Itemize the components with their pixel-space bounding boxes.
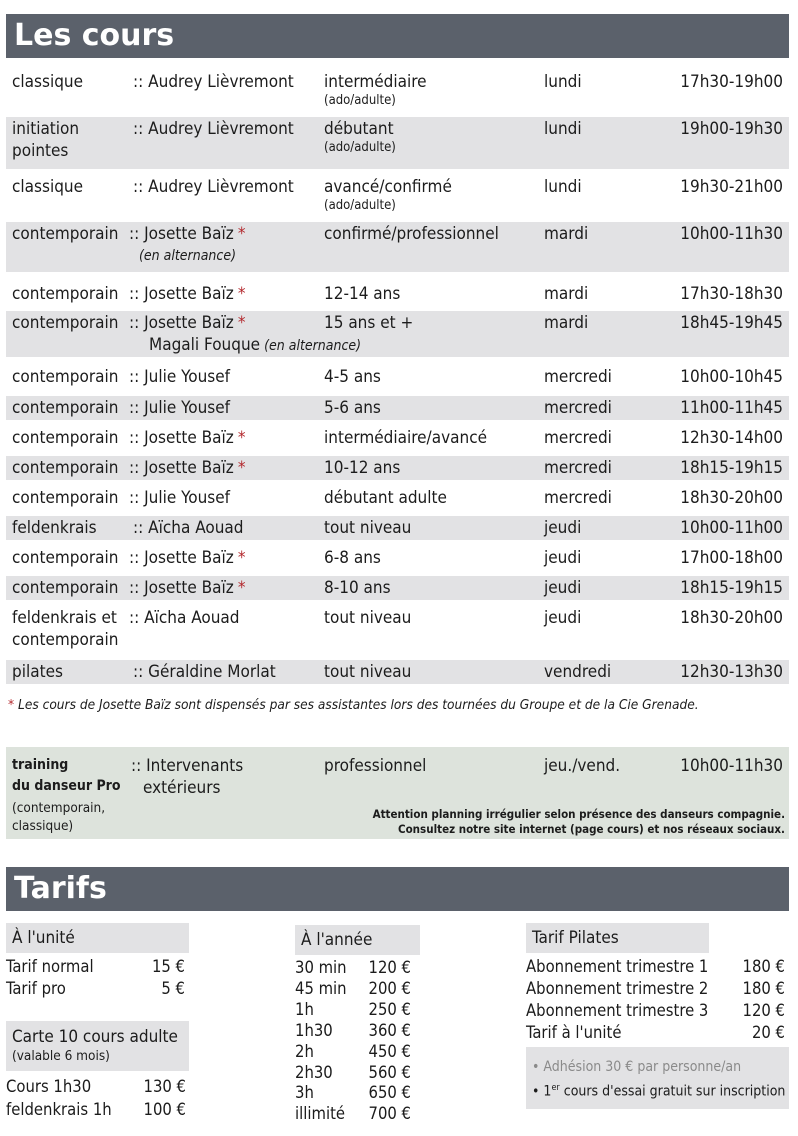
- day: mercredi: [544, 458, 612, 478]
- course-line: contemporain: [12, 367, 119, 387]
- carte-label: Cours 1h30: [6, 1077, 92, 1096]
- day: mercredi: [544, 488, 612, 508]
- teacher-text: :: Josette Baïz: [129, 313, 234, 333]
- course-line: contemporain: [12, 398, 119, 418]
- adhesion-note: • Adhésion 30 € par personne/an: [532, 1059, 742, 1075]
- course-name: [12, 283, 118, 305]
- level-text: tout niveau: [324, 518, 412, 538]
- annee-price: 250 €: [368, 999, 411, 1019]
- training-subtitle: [12, 799, 132, 835]
- level-text: 5-6 ans: [324, 398, 381, 418]
- level: [324, 427, 487, 449]
- teacher-name: [133, 176, 294, 198]
- level: [324, 118, 396, 155]
- teacher-name: [129, 577, 245, 599]
- level-subtext: (ado/adulte): [324, 140, 396, 155]
- pilates-info-box: [526, 1047, 789, 1109]
- annee-label: 30 min: [295, 958, 347, 977]
- unite-price: 15 €: [151, 957, 185, 976]
- course-name: [12, 517, 97, 539]
- tarifs-banner: Tarifs: [6, 867, 789, 911]
- pilates-title: Tarif Pilates: [526, 923, 709, 953]
- level-subtext: (ado/adulte): [324, 93, 396, 108]
- teacher-name: [129, 547, 245, 569]
- level: [324, 517, 411, 539]
- teacher-name: [129, 366, 230, 388]
- training-level: professionnel: [324, 756, 427, 776]
- teacher-name: [133, 517, 244, 539]
- training-sub-line2: classique): [12, 818, 74, 834]
- teacher-text: :: Aïcha Aouad: [129, 608, 240, 628]
- schedule-row: [6, 222, 789, 272]
- level-text: 12-14 ans: [324, 284, 401, 304]
- teacher-line: [129, 577, 245, 599]
- teacher-text: :: Josette Baïz: [129, 458, 234, 478]
- teacher-name: [129, 607, 240, 629]
- time-slot: 10h00-11h00: [680, 518, 783, 538]
- training-teacher-line2: extérieurs: [143, 778, 221, 798]
- training-title-line1: training: [12, 757, 69, 773]
- schedule-row: [6, 546, 789, 570]
- teacher-note: (en alternance): [139, 248, 237, 264]
- assistant-star: *: [237, 428, 246, 448]
- training-warning-line2: Consultez notre site internet (page cours) et nos réseaux sociaux.: [397, 822, 785, 836]
- teacher-name: [133, 71, 294, 93]
- schedule-row: [6, 486, 789, 510]
- teacher-text: :: Josette Baïz: [129, 224, 234, 244]
- schedule-row: [6, 282, 789, 306]
- course-line: contemporain: [12, 488, 119, 508]
- schedule-row: [6, 456, 789, 480]
- day: jeudi: [544, 608, 582, 628]
- course-name: [12, 176, 83, 198]
- pilates-price: 20 €: [751, 1023, 785, 1042]
- day: jeudi: [544, 578, 582, 598]
- course-name: [12, 427, 118, 449]
- annee-title: À l'année: [295, 925, 420, 955]
- level: [324, 312, 413, 334]
- teacher-line: [133, 176, 294, 198]
- teacher-text: :: Josette Baïz: [129, 284, 234, 304]
- carte-title: Carte 10 cours adulte: [12, 1027, 178, 1047]
- course-name: [12, 71, 83, 93]
- teacher-text: :: Audrey Lièvremont: [133, 177, 294, 197]
- day: mercredi: [544, 428, 612, 448]
- teacher-name: [129, 283, 245, 305]
- level: [324, 366, 381, 388]
- training-teacher: [131, 755, 243, 799]
- teacher-line: [133, 71, 294, 93]
- day: mercredi: [544, 367, 612, 387]
- teacher-name: [129, 223, 245, 267]
- day: mercredi: [544, 398, 612, 418]
- pilates-label: Abonnement trimestre 1: [526, 957, 709, 976]
- annee-label: 45 min: [295, 978, 347, 998]
- teacher-text: :: Audrey Lièvremont: [133, 72, 294, 92]
- level: [324, 547, 381, 569]
- pilates-price: 180 €: [742, 957, 785, 976]
- time-slot: 19h00-19h30: [680, 119, 783, 139]
- carte-price: 130 €: [143, 1077, 186, 1096]
- day: mardi: [544, 224, 589, 244]
- unite-label: Tarif normal: [6, 957, 94, 976]
- schedule-row: [6, 396, 789, 420]
- level: [324, 176, 452, 213]
- course-line: contemporain: [12, 284, 119, 304]
- trial-note-sup: er: [551, 1083, 560, 1093]
- course-line: contemporain: [12, 548, 119, 568]
- course-name: [12, 547, 118, 569]
- course-name: [12, 397, 118, 419]
- time-slot: 17h00-18h00: [680, 548, 783, 568]
- level: [324, 577, 391, 599]
- course-name: [12, 457, 118, 479]
- teacher2-text: Magali Fouque: [149, 335, 261, 355]
- teacher-text: :: Audrey Lièvremont: [133, 119, 294, 139]
- annee-label: 1h: [295, 999, 314, 1019]
- time-slot: 17h30-18h30: [680, 284, 783, 304]
- annee-price: 120 €: [368, 958, 411, 977]
- teacher-line: [133, 661, 276, 683]
- course-name: [12, 118, 79, 162]
- day: vendredi: [544, 662, 612, 682]
- schedule-row: [6, 365, 789, 389]
- schedule-row: [6, 311, 789, 357]
- time-slot: 18h15-19h15: [680, 578, 783, 598]
- level: [324, 223, 499, 245]
- time-slot: 19h30-21h00: [680, 177, 783, 197]
- level: [324, 283, 400, 305]
- annee-label: 1h30: [295, 1020, 333, 1040]
- teacher-line: [129, 366, 230, 388]
- assistant-star: *: [237, 284, 246, 304]
- course-line-2: contemporain: [12, 630, 119, 650]
- course-line: contemporain: [12, 458, 119, 478]
- annee-price: 360 €: [368, 1020, 411, 1040]
- pilates-price: 180 €: [742, 979, 785, 998]
- level-text: débutant: [324, 119, 394, 139]
- annee-label: illimité: [295, 1104, 346, 1124]
- time-slot: 17h30-19h00: [680, 72, 783, 92]
- day: lundi: [544, 177, 582, 197]
- trial-note-bullet: • 1: [532, 1083, 552, 1100]
- teacher-line: [129, 547, 245, 569]
- level: [324, 397, 381, 419]
- course-name: [12, 487, 118, 509]
- training-row: [6, 747, 789, 839]
- training-sub-line1: (contemporain,: [12, 800, 106, 816]
- course-name: [12, 607, 118, 651]
- carte-subtitle: (valable 6 mois): [12, 1048, 110, 1064]
- teacher-name: [133, 118, 294, 140]
- teacher-name: [129, 487, 230, 509]
- annee-price: 560 €: [368, 1062, 411, 1082]
- course-line: contemporain: [12, 578, 119, 598]
- day: mardi: [544, 284, 589, 304]
- training-title-line2: du danseur Pro: [12, 778, 121, 794]
- annee-price: 450 €: [368, 1041, 411, 1061]
- courses-banner: Les cours: [6, 14, 789, 58]
- teacher-name: [129, 397, 230, 419]
- course-name: [12, 366, 118, 388]
- day: mardi: [544, 313, 589, 333]
- level: [324, 607, 411, 629]
- schedule-row: [6, 70, 789, 114]
- day: lundi: [544, 119, 582, 139]
- schedule-row: [6, 516, 789, 540]
- annee-price: 200 €: [368, 978, 411, 998]
- course-line: feldenkrais et: [12, 608, 117, 628]
- teacher-text: :: Géraldine Morlat: [133, 662, 276, 682]
- level-text: tout niveau: [324, 662, 412, 682]
- level-text: 6-8 ans: [324, 548, 381, 568]
- annee-label: 2h: [295, 1041, 314, 1061]
- level: [324, 457, 400, 479]
- teacher-line: [129, 397, 230, 419]
- carte-title-box: [6, 1021, 189, 1071]
- course-line: contemporain: [12, 428, 119, 448]
- course-name: [12, 661, 63, 683]
- carte-label: feldenkrais 1h: [6, 1100, 112, 1119]
- teacher-line: [129, 427, 245, 449]
- time-slot: 11h00-11h45: [680, 398, 783, 418]
- trial-note: [532, 1083, 785, 1100]
- teacher-line: [129, 223, 245, 245]
- time-slot: 10h00-11h30: [680, 224, 783, 244]
- course-line: initiation: [12, 119, 80, 139]
- schedule-row: [6, 426, 789, 450]
- footnote: * Les cours de Josette Baïz sont dispensés par ses assistantes lors des tournées du Groupe et de la Cie Grenade.: [8, 697, 699, 713]
- annee-price: 650 €: [368, 1083, 411, 1103]
- level-text: avancé/confirmé: [324, 177, 452, 197]
- time-slot: 12h30-14h00: [680, 428, 783, 448]
- unite-title: À l'unité: [6, 923, 189, 953]
- assistant-star: *: [237, 548, 246, 568]
- teacher-text: :: Aïcha Aouad: [133, 518, 244, 538]
- course-name: [12, 577, 118, 599]
- course-line: pilates: [12, 662, 63, 682]
- assistant-star: *: [237, 313, 246, 333]
- level-text: confirmé/professionnel: [324, 224, 499, 244]
- annee-price: 700 €: [368, 1104, 411, 1124]
- unite-label: Tarif pro: [6, 979, 66, 998]
- teacher-line: [129, 607, 240, 629]
- level-subtext: (ado/adulte): [324, 198, 396, 213]
- schedule-row: [6, 576, 789, 600]
- teacher-line-2: [129, 334, 361, 357]
- teacher-text: :: Julie Yousef: [129, 398, 231, 418]
- level-text: 15 ans et +: [324, 313, 414, 333]
- annee-label: 2h30: [295, 1062, 333, 1082]
- pilates-label: Abonnement trimestre 3: [526, 1001, 709, 1020]
- teacher-line: [129, 457, 245, 479]
- training-warning-line1: Attention planning irrégulier selon présence des danseurs compagnie.: [372, 807, 785, 821]
- course-name: [12, 312, 118, 334]
- carte-price: 100 €: [143, 1100, 186, 1119]
- teacher-text: :: Josette Baïz: [129, 428, 234, 448]
- time-slot: 18h45-19h45: [680, 313, 783, 333]
- pilates-price: 120 €: [742, 1001, 785, 1020]
- day: lundi: [544, 72, 582, 92]
- teacher-line: [133, 517, 244, 539]
- schedule-row: [6, 117, 789, 169]
- assistant-star: *: [237, 458, 246, 478]
- teacher-name: [129, 427, 245, 449]
- level: [324, 71, 427, 108]
- course-name: [12, 223, 118, 245]
- training-day: jeu./vend.: [544, 756, 621, 776]
- level-text: 4-5 ans: [324, 367, 381, 387]
- training-teacher-line1: :: Intervenants: [131, 756, 244, 776]
- course-line: contemporain: [12, 313, 119, 333]
- teacher-text: :: Josette Baïz: [129, 578, 234, 598]
- time-slot: 18h15-19h15: [680, 458, 783, 478]
- course-line: contemporain: [12, 224, 119, 244]
- level-text: débutant adulte: [324, 488, 447, 508]
- time-slot: 18h30-20h00: [680, 608, 783, 628]
- level: [324, 661, 411, 683]
- level: [324, 487, 447, 509]
- course-line-2: pointes: [12, 141, 69, 161]
- pilates-label: Abonnement trimestre 2: [526, 979, 709, 998]
- time-slot: 18h30-20h00: [680, 488, 783, 508]
- teacher-line: [129, 487, 230, 509]
- teacher2-note: (en alternance): [264, 338, 362, 354]
- teacher-text: :: Julie Yousef: [129, 367, 231, 387]
- teacher-text: :: Josette Baïz: [129, 548, 234, 568]
- teacher-line: [133, 118, 294, 140]
- training-warning: [373, 807, 785, 837]
- training-title: [12, 755, 132, 797]
- schedule-row: [6, 606, 789, 652]
- time-slot: 10h00-10h45: [680, 367, 783, 387]
- assistant-star: *: [237, 224, 246, 244]
- assistant-star: *: [237, 578, 246, 598]
- schedule-row: [6, 175, 789, 217]
- course-line: classique: [12, 177, 84, 197]
- training-time: 10h00-11h30: [680, 756, 783, 776]
- day: jeudi: [544, 518, 582, 538]
- teacher-line: [129, 283, 245, 305]
- course-line: classique: [12, 72, 84, 92]
- day: jeudi: [544, 548, 582, 568]
- level-text: 10-12 ans: [324, 458, 401, 478]
- course-line: feldenkrais: [12, 518, 97, 538]
- schedule-row: [6, 660, 789, 684]
- level-text: tout niveau: [324, 608, 412, 628]
- level-text: 8-10 ans: [324, 578, 391, 598]
- annee-label: 3h: [295, 1083, 314, 1103]
- teacher-name: [133, 661, 276, 683]
- level-text: intermédiaire/avancé: [324, 428, 488, 448]
- teacher-name: [129, 457, 245, 479]
- pilates-label: Tarif à l'unité: [526, 1023, 622, 1042]
- teacher-text: :: Julie Yousef: [129, 488, 231, 508]
- level-text: intermédiaire: [324, 72, 427, 92]
- time-slot: 12h30-13h30: [680, 662, 783, 682]
- trial-note-text: cours d'essai gratuit sur inscription: [559, 1083, 786, 1100]
- unite-price: 5 €: [161, 979, 185, 998]
